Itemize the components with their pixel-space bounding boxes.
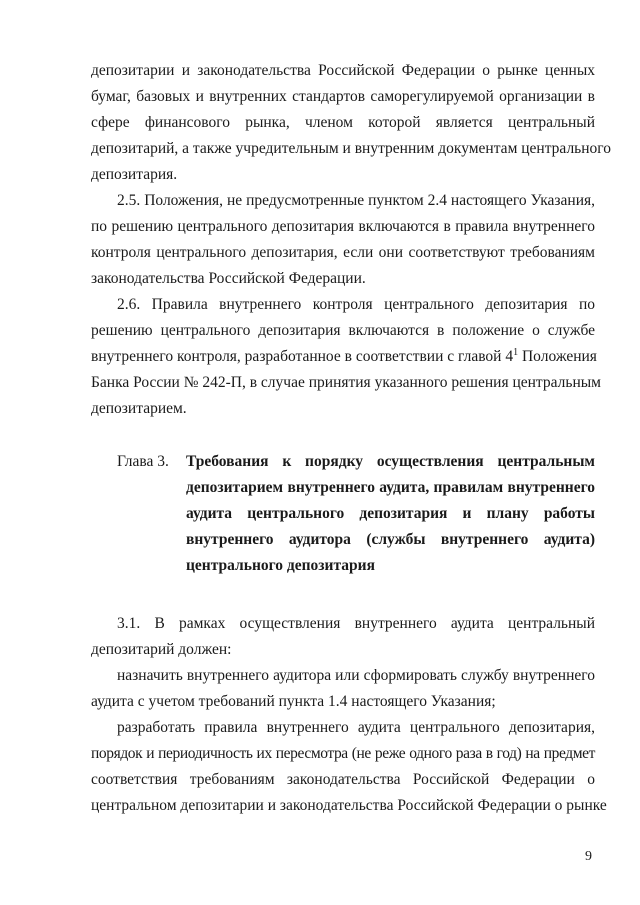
- text-line: по решению центрального депозитария включаются в правила внутреннего: [91, 218, 595, 235]
- text-segment: внутреннего контроля, разработанное в соответствии с главой 4: [91, 348, 514, 365]
- chapter-title-line: центрального депозитария: [186, 557, 375, 574]
- text-line: контроля центрального депозитария, если они соответствуют требованиям: [91, 244, 595, 261]
- text-segment: Положения: [518, 348, 597, 365]
- chapter-title-line: Требования к порядку осуществления центральным: [186, 453, 595, 470]
- text-line: депозитария.: [91, 166, 178, 183]
- text-segment: [513, 347, 597, 367]
- chapter-title-line: аудита центрального депозитария и плану работы: [186, 505, 595, 522]
- paragraph-2-5-first-line: 2.5. Положения, не предусмотренные пунктом 2.4 настоящего Указания,: [117, 192, 595, 209]
- paragraph-2-6-first-line: 2.6. Правила внутреннего контроля центрального депозитария по: [117, 296, 595, 313]
- page-number: 9: [585, 849, 592, 864]
- chapter-label: Глава 3.: [117, 453, 169, 470]
- text-line: Банка России № 242-П, в случае принятия указанного решения центральным: [91, 374, 601, 391]
- text-line: депозитарий, а также учредительным и внутренним документам центрального: [91, 140, 612, 157]
- text-line: бумаг, базовых и внутренних стандартов саморегулируемой организации в: [91, 88, 595, 105]
- chapter-title-line: внутреннего аудитора (службы внутреннего аудита): [186, 531, 595, 548]
- text-line: соответствия требованиям законодательства Российской Федерации о: [91, 771, 595, 788]
- text-line: решению центрального депозитария включаются в положение о службе: [91, 322, 595, 339]
- text-line: разработать правила внутреннего аудита центрального депозитария,: [117, 719, 595, 736]
- text-line: аудита с учетом требований пункта 1.4 настоящего Указания;: [91, 693, 496, 710]
- text-line: законодательства Российской Федерации.: [91, 270, 366, 287]
- superscript: 1: [513, 346, 519, 358]
- text-line: депозитарии и законодательства Российской Федерации о рынке ценных: [91, 62, 595, 79]
- text-line-with-superscript: [91, 347, 595, 367]
- chapter-title-line: депозитарием внутреннего аудита, правилам внутреннего: [186, 479, 595, 496]
- text-line: сфере финансового рынка, членом которой является центральный: [91, 114, 595, 131]
- paragraph-3-1-first-line: 3.1. В рамках осуществления внутреннего аудита центральный: [117, 615, 595, 632]
- text-line: центральном депозитарии и законодательства Российской Федерации о рынке: [91, 797, 607, 814]
- text-line: порядок и периодичность их пересмотра (не реже одного раза в год) на предмет: [91, 745, 595, 762]
- text-line: депозитарием.: [91, 400, 187, 417]
- text-line: назначить внутреннего аудитора или сформировать службу внутреннего: [117, 667, 595, 684]
- text-line: депозитарий должен:: [91, 641, 232, 658]
